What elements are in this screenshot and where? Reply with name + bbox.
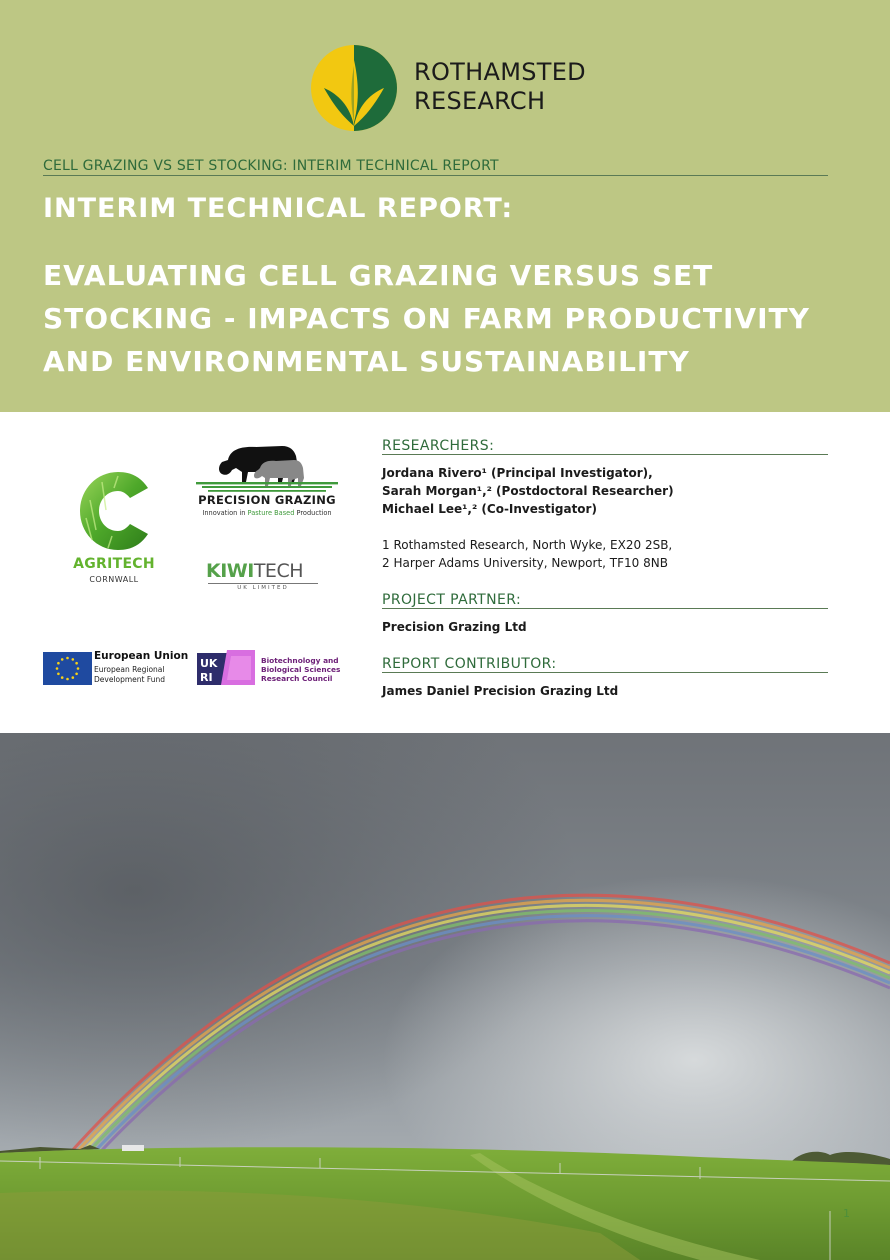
kiwitech-wordmark [206,560,303,582]
precision-grazing-tagline [196,509,338,517]
kiwitech-sub: UK LIMITED [208,583,318,591]
bbsrc-line-2: Biological Sciences [261,665,341,674]
researchers-heading: RESEARCHERS: [382,438,828,455]
tagline-suffix: Production [294,509,332,517]
cows-icon [196,438,338,494]
researcher-1: Jordana Rivero¹ (Principal Investigator), [382,466,653,480]
title-line-3: AND ENVIRONMENTAL SUSTAINABILITY [43,345,690,378]
project-partner-name: Precision Grazing Ltd [382,620,527,634]
tagline-highlight: Pasture Based [247,509,295,517]
svg-text:UK: UK [200,657,218,670]
kiwitech-part-1: KIWI [206,560,254,582]
brand-line-2: RESEARCH [414,87,546,115]
tagline-prefix: Innovation in [202,509,248,517]
title-line-1: EVALUATING CELL GRAZING VERSUS SET [43,259,714,292]
precision-grazing-name: PRECISION GRAZING [198,493,336,507]
precision-grazing-logo [196,438,338,520]
brand-line-1: ROTHAMSTED [414,58,586,86]
eu-sub-line-1: European Regional [94,665,165,674]
svg-text:RI: RI [200,671,213,684]
rainbow-field-photo [0,733,890,1260]
researcher-3: Michael Lee¹,² (Co-Investigator) [382,502,597,516]
eu-logo [43,650,193,686]
kiwitech-logo [206,560,320,592]
eu-flag-icon [43,652,92,685]
rothamsted-logo-icon [310,44,398,132]
header-band [0,0,890,412]
bbsrc-text [261,656,340,683]
rothamsted-logo-text [414,58,586,116]
affiliation-1: 1 Rothamsted Research, North Wyke, EX20 2SB, [382,538,673,552]
researcher-2: Sarah Morgan¹,² (Postdoctoral Researcher) [382,484,674,498]
kiwitech-part-2: TECH [253,560,303,582]
affiliation-2: 2 Harper Adams University, Newport, TF10 8NB [382,556,668,570]
page-number: 1 [843,1207,850,1220]
ukri-bbsrc-logo [197,650,347,686]
report-kicker: INTERIM TECHNICAL REPORT: [43,193,514,224]
title-line-2: STOCKING - IMPACTS ON FARM PRODUCTIVITY [43,302,810,335]
project-partner-heading: PROJECT PARTNER: [382,592,828,609]
agritech-name: AGRITECH [73,556,155,572]
bbsrc-line-1: Biotechnology and [261,656,339,665]
agritech-c-icon [78,470,150,552]
report-contributor-heading: REPORT CONTRIBUTOR: [382,656,828,673]
running-head: CELL GRAZING VS SET STOCKING: INTERIM TECHNICAL REPORT [43,158,828,176]
agritech-logo [64,470,164,590]
agritech-sub: CORNWALL [89,575,139,584]
eu-sub-line-2: Development Fund [94,675,166,684]
eu-title: European Union [94,650,189,662]
report-contributor-name: James Daniel Precision Grazing Ltd [382,684,619,698]
bbsrc-line-3: Research Council [261,674,333,683]
ukri-mark-icon [197,650,257,685]
report-title [43,254,843,383]
eu-sub [94,665,165,685]
